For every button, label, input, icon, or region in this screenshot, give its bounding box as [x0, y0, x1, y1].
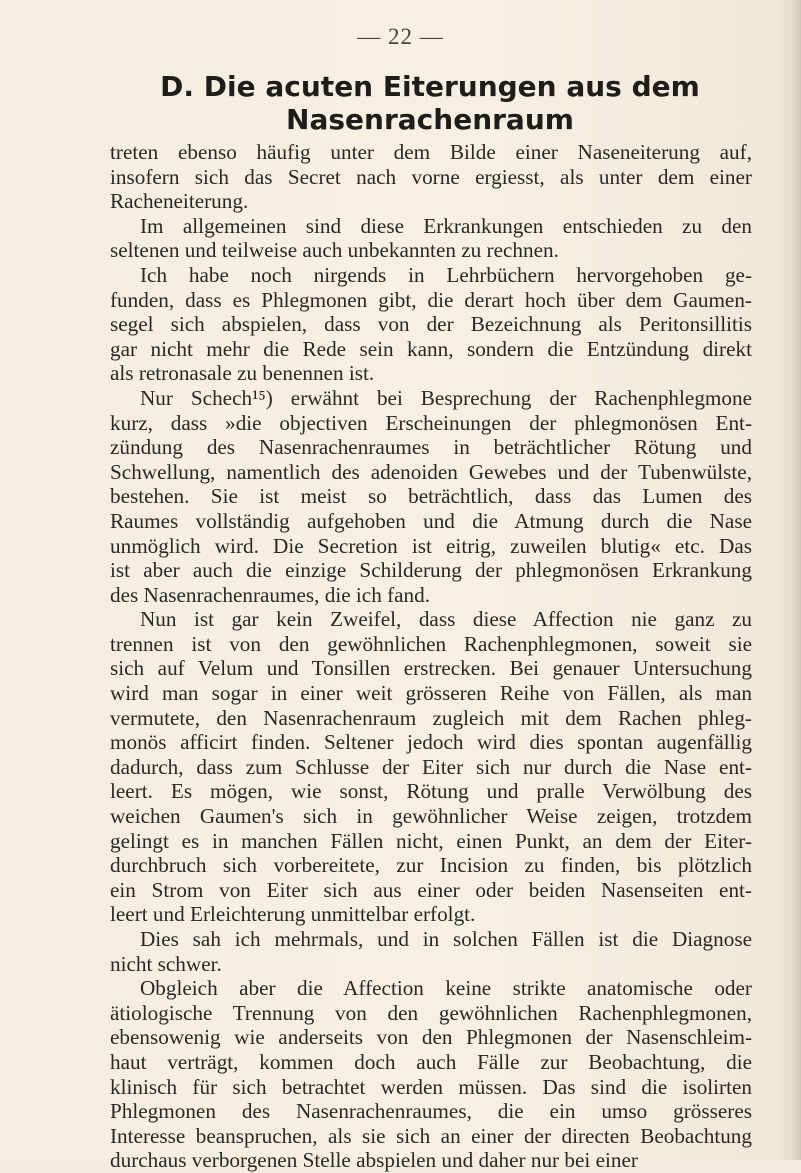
text-line: insofern sich das Secret nach vorne ergiesst, als unter dem einer	[110, 164, 752, 189]
text-line: nicht schwer.	[110, 951, 222, 976]
text-line: segel sich abspielen, dass von der Bezeichnung als Peritonsillitis	[110, 312, 752, 337]
text-line: monös afficirt finden. Seltener jedoch wird dies spontan augenfällig	[110, 730, 752, 755]
text-line: Im allgemeinen sind diese Erkrankungen entschieden zu den	[140, 213, 752, 238]
section-heading	[120, 70, 740, 136]
text-line: gelingt es in manchen Fällen nicht, einen Punkt, an dem der Eiter-	[110, 828, 752, 853]
text-line: Nur Schech¹⁵) erwähnt bei Besprechung der Rachenphlegmone	[140, 385, 752, 410]
text-line: seltenen und teilweise auch unbekannten zu rechnen.	[110, 238, 559, 263]
text-line: vermutete, den Nasenrachenraum zugleich mit dem Rachen phleg-	[110, 705, 752, 730]
text-line: Nun ist gar kein Zweifel, dass diese Affection nie ganz zu	[140, 607, 752, 632]
text-line: Schwellung, namentlich des adenoiden Gewebes und der Tubenwülste,	[110, 459, 752, 484]
page-number: — 22 —	[357, 24, 444, 49]
text-line: ein Strom von Eiter sich aus einer oder beiden Nasenseiten ent-	[110, 877, 752, 902]
text-line: unmöglich wird. Die Secretion ist eitrig, zuweilen blutig« etc. Das	[110, 533, 752, 558]
heading-line-1: D. Die acuten Eiterungen aus dem	[160, 70, 700, 103]
body-text	[110, 140, 752, 1173]
text-line: Ich habe noch nirgends in Lehrbüchern hervorgehoben ge-	[140, 262, 752, 287]
text-line: Raumes vollständig aufgehoben und die Atmung durch die Nase	[110, 508, 752, 533]
text-line: Phlegmonen des Nasenrachenraumes, die ein umso grösseres	[110, 1099, 752, 1124]
text-line: funden, dass es Phlegmonen gibt, die derart hoch über dem Gaumen-	[110, 287, 752, 312]
text-line: dadurch, dass zum Schlusse der Eiter sich nur durch die Nase ent-	[110, 754, 752, 779]
text-line: treten ebenso häufig unter dem Bilde einer Naseneiterung auf,	[110, 140, 752, 164]
text-line: des Nasenrachenraumes, die ich fand.	[110, 582, 431, 607]
text-line: ist aber auch die einzige Schilderung der phlegmonösen Erkrankung	[110, 558, 752, 583]
text-line: Dies sah ich mehrmals, und in solchen Fällen ist die Diagnose	[140, 927, 752, 951]
text-line: leert und Erleichterung unmittelbar erfolgt.	[110, 902, 476, 927]
text-line: als retronasale zu benennen ist.	[110, 361, 375, 386]
text-line: trennen ist von den gewöhnlichen Rachenphlegmonen, soweit sie	[110, 631, 752, 656]
text-line: klinisch für sich betrachtet werden müssen. Das sind die isolirten	[110, 1074, 752, 1099]
text-line: durchbruch sich vorbereitete, zur Incision zu finden, bis plötzlich	[110, 853, 752, 878]
text-line: leert. Es mögen, wie sonst, Rötung und pralle Verwölbung des	[110, 779, 752, 804]
text-line: bestehen. Sie ist meist so beträchtlich, dass das Lumen des	[110, 484, 752, 509]
text-line: Racheneiterung.	[110, 189, 249, 214]
text-line: weichen Gaumen's sich in gewöhnlicher Weise zeigen, trotzdem	[110, 804, 752, 829]
text-line: zündung des Nasenrachenraumes in beträchtlicher Rötung und	[110, 435, 752, 460]
text-line: ebensowenig wie anderseits von den Phlegmonen der Nasenschleim-	[110, 1025, 752, 1050]
text-line: sich auf Velum und Tonsillen erstrecken. Bei genauer Untersuchung	[110, 656, 752, 681]
text-line: wird man sogar in einer weit grösseren Reihe von Fällen, als man	[110, 681, 752, 706]
text-line: haut verträgt, kommen doch auch Fälle zur Beobachtung, die	[110, 1049, 752, 1074]
text-line: kurz, dass »die objectiven Erscheinungen der phlegmonösen Ent-	[110, 410, 752, 435]
text-line: Obgleich aber die Affection keine strikte anatomische oder	[140, 976, 752, 1001]
page-edge	[789, 0, 801, 1160]
text-line: durchaus verborgenen Stelle abspielen und daher nur bei einer	[110, 1148, 638, 1173]
heading-line-2: Nasenrachenraum	[286, 103, 574, 136]
text-line: ätiologische Trennung von den gewöhnlichen Rachenphlegmonen,	[110, 1000, 752, 1025]
text-line: gar nicht mehr die Rede sein kann, sondern die Entzündung direkt	[110, 336, 752, 361]
text-line: Interesse beanspruchen, als sie sich an einer der directen Beobachtung	[110, 1123, 752, 1148]
